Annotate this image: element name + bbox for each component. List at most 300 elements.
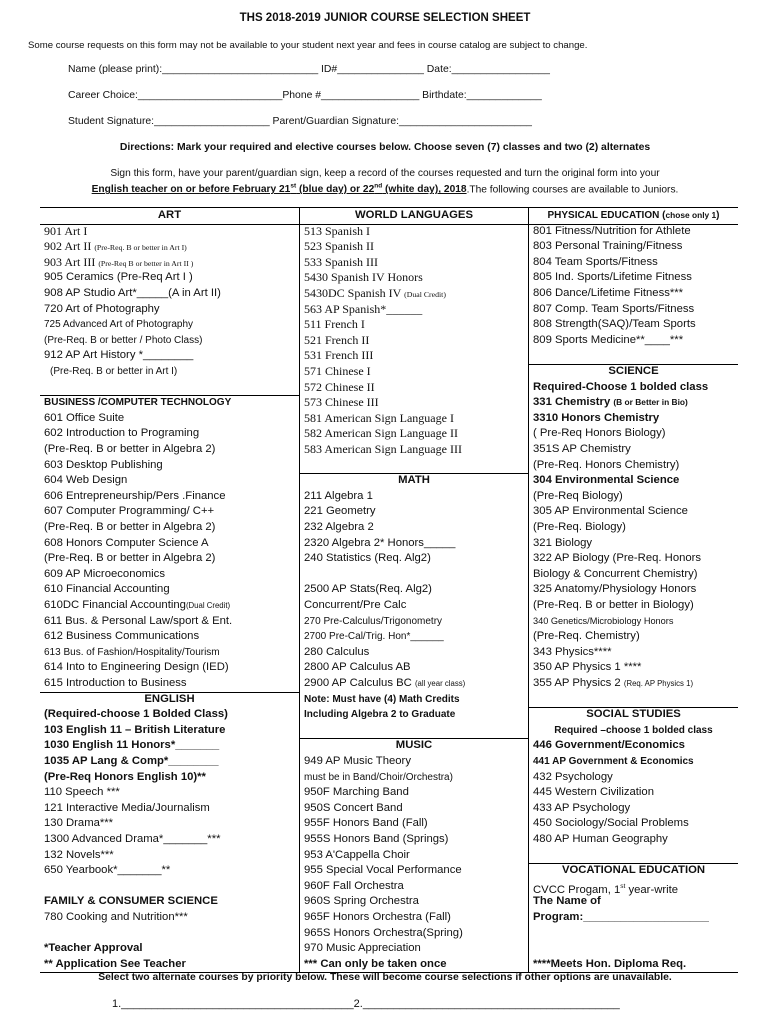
course-item bbox=[529, 879, 738, 894]
course-label: 511 French I bbox=[304, 317, 365, 332]
course-item bbox=[300, 629, 528, 644]
course-label: 1300 Advanced Drama*_______*** bbox=[44, 833, 221, 845]
course-item bbox=[40, 489, 299, 504]
course-item bbox=[300, 458, 528, 473]
course-item bbox=[300, 348, 528, 363]
course-item bbox=[40, 941, 299, 956]
course-label: 572 Chinese II bbox=[304, 379, 375, 394]
section-header bbox=[529, 863, 738, 878]
course-note: chose only 1 bbox=[665, 210, 717, 220]
course-label: 960S Spring Orchestra bbox=[304, 895, 419, 908]
course-label: 103 English 11 – British Literature bbox=[44, 723, 226, 736]
course-item bbox=[300, 770, 528, 785]
superscript: st bbox=[620, 882, 626, 890]
course-item bbox=[40, 645, 299, 660]
course-label: Biology & Concurrent Chemistry) bbox=[533, 567, 698, 580]
course-item bbox=[529, 473, 738, 488]
course-label: 351S AP Chemistry bbox=[533, 443, 631, 455]
course-label: 270 Pre-Calculus/Trigonometry bbox=[304, 615, 443, 627]
name-id-date-field[interactable]: Name (please print):___________________________ ID#_______________ Date:_________________ bbox=[68, 64, 550, 75]
course-item bbox=[300, 317, 528, 332]
course-item bbox=[300, 941, 528, 956]
course-item bbox=[529, 224, 738, 239]
course-item bbox=[300, 582, 528, 597]
course-item bbox=[529, 551, 738, 566]
course-label: 221 Geometry bbox=[304, 505, 376, 518]
course-item bbox=[529, 629, 738, 644]
course-item bbox=[529, 317, 738, 332]
course-label: 583 American Sign Language III bbox=[304, 442, 462, 456]
course-item bbox=[300, 660, 528, 675]
course-note: (all year class) bbox=[414, 679, 466, 688]
course-item bbox=[40, 894, 299, 909]
course-item bbox=[300, 848, 528, 863]
course-label: 720 Art of Photography bbox=[44, 302, 160, 315]
section-header bbox=[300, 738, 528, 753]
course-label: 603 Desktop Publishing bbox=[44, 458, 163, 471]
course-item bbox=[300, 520, 528, 535]
course-item bbox=[300, 489, 528, 504]
course-item bbox=[300, 224, 528, 239]
career-phone-birthdate-field[interactable]: Career Choice:_________________________Phone #_________________ Birthdate:_____________ bbox=[68, 90, 542, 101]
row-divider bbox=[40, 224, 299, 225]
course-label: 807 Comp. Team Sports/Fitness bbox=[533, 302, 695, 315]
course-label: 901 Art I bbox=[44, 223, 88, 238]
course-label: (Pre-Req. Biology) bbox=[533, 521, 626, 533]
course-item bbox=[40, 348, 299, 363]
course-label: 240 Statistics (Req. Alg2) bbox=[304, 552, 431, 565]
course-item bbox=[300, 270, 528, 285]
course-label: 232 Algebra 2 bbox=[304, 521, 374, 533]
course-item bbox=[529, 910, 738, 925]
course-item bbox=[300, 395, 528, 410]
course-item bbox=[40, 629, 299, 644]
course-note: (Dual Credit) bbox=[404, 290, 446, 299]
course-label: (Pre-Req. Honors Chemistry) bbox=[533, 458, 680, 471]
course-item bbox=[40, 317, 299, 332]
section-header bbox=[40, 208, 299, 223]
course-label: 521 French II bbox=[304, 332, 370, 347]
course-item bbox=[529, 816, 738, 831]
course-label: 609 AP Microeconomics bbox=[44, 567, 165, 580]
course-label: 955F Honors Band (Fall) bbox=[304, 817, 428, 830]
section-header bbox=[529, 707, 738, 722]
course-label: 965F Honors Orchestra (Fall) bbox=[304, 911, 451, 923]
course-label: Note: Must have (4) Math Credits bbox=[304, 693, 460, 705]
course-item bbox=[529, 348, 738, 363]
row-divider bbox=[40, 395, 299, 396]
sign-instructions: Sign this form, have your parent/guardian sign, keep a record of the courses requested and turn the original form into your bbox=[110, 168, 660, 179]
course-label: 3310 Honors Chemistry bbox=[533, 411, 660, 424]
course-item bbox=[40, 801, 299, 816]
course-table bbox=[40, 207, 738, 973]
course-item bbox=[300, 801, 528, 816]
course-item bbox=[40, 863, 299, 878]
course-label: 2500 AP Stats(Req. Alg2) bbox=[304, 583, 432, 596]
course-item bbox=[300, 426, 528, 441]
row-divider bbox=[300, 473, 528, 474]
course-label: 573 Chinese III bbox=[304, 395, 379, 410]
course-label: SOCIAL STUDIES bbox=[586, 708, 681, 721]
course-item bbox=[300, 504, 528, 519]
course-item bbox=[40, 473, 299, 488]
course-item bbox=[300, 645, 528, 660]
course-item bbox=[40, 551, 299, 566]
course-label: *** Can only be taken once bbox=[304, 957, 447, 970]
course-item bbox=[529, 380, 738, 395]
course-note: (Req. AP Physics 1) bbox=[623, 679, 694, 688]
course-label: ENGLISH bbox=[144, 692, 195, 705]
course-label: 805 Ind. Sports/Lifetime Fitness bbox=[533, 271, 692, 284]
course-item bbox=[529, 801, 738, 816]
course-label: 650 Yearbook*_______** bbox=[44, 864, 171, 877]
course-note: (B or Better in Bio) bbox=[613, 397, 688, 408]
course-label: 280 Calculus bbox=[304, 645, 370, 658]
course-label: MATH bbox=[398, 474, 430, 487]
course-label: 480 AP Human Geography bbox=[533, 833, 668, 845]
course-label: 808 Strength(SAQ)/Team Sports bbox=[533, 318, 696, 331]
course-item bbox=[40, 504, 299, 519]
course-label: 610 Financial Accounting bbox=[44, 583, 170, 596]
course-item bbox=[40, 224, 299, 239]
course-item bbox=[300, 255, 528, 270]
course-label: (Pre-Req. B or better in Algebra 2) bbox=[44, 552, 216, 565]
course-label: 571 Chinese I bbox=[304, 364, 371, 378]
course-label: 121 Interactive Media/Journalism bbox=[44, 801, 210, 814]
course-item bbox=[40, 879, 299, 894]
course-item bbox=[529, 411, 738, 426]
course-item bbox=[529, 598, 738, 613]
course-label: 130 Drama*** bbox=[44, 817, 114, 830]
course-item bbox=[529, 504, 738, 519]
course-label: ** Application See Teacher bbox=[44, 957, 186, 970]
course-label: 513 Spanish I bbox=[304, 223, 370, 238]
course-label: 610DC Financial Accounting bbox=[44, 599, 186, 611]
course-item bbox=[300, 816, 528, 831]
course-label: BUSINESS /COMPUTER TECHNOLOGY bbox=[44, 397, 232, 409]
course-item bbox=[529, 302, 738, 317]
course-label: 5430DC Spanish IV bbox=[304, 286, 405, 300]
course-item bbox=[40, 255, 299, 270]
section-header bbox=[300, 208, 528, 223]
course-label: 2700 Pre-Cal/Trig. Hon*______ bbox=[304, 631, 444, 643]
course-item bbox=[529, 692, 738, 707]
course-item bbox=[529, 426, 738, 441]
course-note: (Dual Credit) bbox=[185, 601, 231, 610]
course-label: *Teacher Approval bbox=[44, 942, 143, 955]
course-label: 912 AP Art History *________ bbox=[44, 349, 194, 362]
course-label: 305 AP Environmental Science bbox=[533, 505, 688, 518]
course-item bbox=[529, 239, 738, 254]
course-item bbox=[40, 426, 299, 441]
course-item bbox=[40, 614, 299, 629]
course-item bbox=[529, 536, 738, 551]
course-label: 531 French III bbox=[304, 348, 374, 363]
course-item bbox=[40, 302, 299, 317]
course-label: ART bbox=[157, 209, 182, 221]
course-item bbox=[529, 255, 738, 270]
course-label: 950F Marching Band bbox=[304, 786, 409, 799]
course-item bbox=[40, 957, 299, 972]
course-label: VOCATIONAL EDUCATION bbox=[561, 864, 706, 877]
course-label: 1035 AP Lang & Comp*________ bbox=[44, 755, 219, 767]
course-label: PHYSICAL EDUCATION ( bbox=[547, 210, 666, 221]
course-label: 604 Web Design bbox=[44, 474, 128, 487]
course-label: The Name of bbox=[533, 895, 601, 908]
course-label: 533 Spanish III bbox=[304, 254, 378, 269]
course-item bbox=[300, 894, 528, 909]
course-label: 949 AP Music Theory bbox=[304, 755, 411, 767]
section-header bbox=[40, 692, 299, 707]
course-label: must be in Band/Choir/Orchestra) bbox=[304, 771, 453, 783]
course-label: 2320 Algebra 2* Honors_____ bbox=[304, 536, 456, 549]
course-label: Required-Choose 1 bolded class bbox=[533, 380, 709, 393]
course-item bbox=[529, 926, 738, 941]
course-label: 950S Concert Band bbox=[304, 801, 403, 814]
course-label: 965S Honors Orchestra(Spring) bbox=[304, 926, 463, 939]
course-item bbox=[300, 239, 528, 254]
course-item bbox=[40, 660, 299, 675]
course-item bbox=[300, 614, 528, 629]
course-label: 615 Introduction to Business bbox=[44, 677, 187, 689]
row-divider bbox=[300, 224, 528, 225]
course-note: (Pre-Req B or better in Art II ) bbox=[98, 258, 194, 268]
course-label: WORLD LANGUAGES bbox=[355, 209, 473, 221]
course-label: 960F Fall Orchestra bbox=[304, 879, 404, 892]
course-label: 343 Physics**** bbox=[533, 645, 612, 658]
course-item bbox=[300, 286, 528, 301]
directions-text: Directions: Mark your required and elective courses below. Choose seven (7) classes and two (2) alternates bbox=[119, 142, 651, 153]
course-item bbox=[300, 707, 528, 722]
course-label: 340 Genetics/Microbiology Honors bbox=[533, 615, 674, 626]
course-label: 433 AP Psychology bbox=[533, 801, 631, 814]
course-label: 355 AP Physics 2 bbox=[533, 677, 624, 689]
course-label: (Pre-Req. B or better in Algebra 2) bbox=[44, 521, 216, 533]
section-header bbox=[300, 473, 528, 488]
course-label: 970 Music Appreciation bbox=[304, 942, 421, 955]
course-item bbox=[40, 536, 299, 551]
course-item bbox=[529, 848, 738, 863]
course-item bbox=[529, 489, 738, 504]
course-label: 601 Office Suite bbox=[44, 411, 125, 424]
course-label: 725 Advanced Art of Photography bbox=[44, 319, 193, 331]
course-item bbox=[40, 520, 299, 535]
course-label: 614 Into to Engineering Design (IED) bbox=[44, 661, 229, 674]
course-label-suffix: year-write bbox=[625, 883, 679, 896]
course-label: 908 AP Studio Art*_____(A in Art II) bbox=[44, 287, 221, 299]
course-item bbox=[529, 785, 738, 800]
course-item bbox=[40, 442, 299, 457]
course-label: 445 Western Civilization bbox=[533, 786, 654, 799]
course-item bbox=[300, 411, 528, 426]
course-label: 602 Introduction to Programing bbox=[44, 427, 200, 440]
row-divider bbox=[300, 738, 528, 739]
course-item bbox=[40, 270, 299, 285]
course-label: 606 Entrepreneurship/Pers .Finance bbox=[44, 489, 226, 502]
course-item bbox=[300, 832, 528, 847]
section-header bbox=[529, 723, 738, 738]
alternate-course-fields[interactable]: 1.______________________________________2.__________________________________________ bbox=[112, 998, 620, 1010]
course-item bbox=[40, 286, 299, 301]
course-label: 581 American Sign Language I bbox=[304, 410, 454, 425]
course-label: 905 Ceramics (Pre-Req Art I ) bbox=[44, 271, 193, 284]
course-item bbox=[529, 645, 738, 660]
page-title: THS 2018-2019 JUNIOR COURSE SELECTION SHEET bbox=[239, 12, 531, 24]
course-item bbox=[300, 723, 528, 738]
row-divider bbox=[529, 364, 738, 365]
course-label: ( Pre-Req Honors Biology) bbox=[533, 427, 666, 440]
row-divider bbox=[529, 863, 738, 864]
course-item bbox=[529, 520, 738, 535]
course-label: (Required-choose 1 Bolded Class) bbox=[44, 708, 228, 721]
course-label: CVCC Progam, 1 bbox=[533, 883, 621, 896]
course-item bbox=[40, 239, 299, 254]
course-item bbox=[40, 567, 299, 582]
course-label: (Pre-Req. B or better in Biology) bbox=[533, 599, 694, 611]
course-label: (Pre-Req. B or better in Algebra 2) bbox=[44, 443, 216, 455]
course-label: 5430 Spanish IV Honors bbox=[304, 270, 423, 285]
section-header bbox=[529, 364, 738, 379]
course-label: 903 Art III bbox=[44, 254, 99, 269]
course-label: 780 Cooking and Nutrition*** bbox=[44, 911, 188, 923]
course-item bbox=[300, 442, 528, 457]
row-divider bbox=[529, 224, 738, 225]
course-item bbox=[40, 380, 299, 395]
course-label: 331 Chemistry bbox=[533, 396, 614, 409]
course-item bbox=[40, 598, 299, 613]
course-label: 350 AP Physics 1 **** bbox=[533, 661, 642, 674]
course-item bbox=[40, 785, 299, 800]
course-item bbox=[300, 598, 528, 613]
course-item bbox=[529, 941, 738, 956]
course-item bbox=[40, 848, 299, 863]
course-label: 322 AP Biology (Pre-Req. Honors bbox=[533, 552, 702, 565]
course-item bbox=[300, 567, 528, 582]
course-item bbox=[40, 411, 299, 426]
course-note: (Pre-Req. B or better in Art I) bbox=[94, 243, 187, 253]
course-item bbox=[529, 894, 738, 909]
course-label: (Pre-Req. B or better / Photo Class) bbox=[44, 334, 203, 346]
course-label: 902 Art II bbox=[44, 239, 95, 254]
course-item bbox=[40, 910, 299, 925]
course-label: 953 A'Cappella Choir bbox=[304, 848, 410, 861]
course-item bbox=[529, 660, 738, 675]
course-item bbox=[529, 442, 738, 457]
course-item bbox=[529, 754, 738, 769]
course-label: 955S Honors Band (Springs) bbox=[304, 833, 449, 845]
course-label: 2800 AP Calculus AB bbox=[304, 661, 411, 674]
course-item bbox=[300, 785, 528, 800]
course-label: 446 Government/Economics bbox=[533, 739, 685, 752]
course-label: 432 Psychology bbox=[533, 770, 613, 783]
course-label: 612 Business Communications bbox=[44, 630, 200, 643]
course-item bbox=[529, 270, 738, 285]
course-label: 613 Bus. of Fashion/Hospitality/Tourism bbox=[44, 646, 220, 658]
course-label: SCIENCE bbox=[608, 365, 659, 377]
course-label: 450 Sociology/Social Problems bbox=[533, 817, 689, 830]
signature-field[interactable]: Student Signature:____________________ Parent/Guardian Signature:_______________________ bbox=[68, 116, 532, 127]
course-item bbox=[300, 302, 528, 317]
course-item bbox=[300, 692, 528, 707]
course-label: 804 Team Sports/Fitness bbox=[533, 255, 658, 268]
course-label: ****Meets Hon. Diploma Req. bbox=[533, 957, 687, 970]
course-item bbox=[40, 770, 299, 785]
course-label: 809 Sports Medicine**____*** bbox=[533, 333, 684, 346]
course-item bbox=[529, 567, 738, 582]
row-divider bbox=[529, 707, 738, 708]
course-label: Program:____________________ bbox=[533, 911, 709, 923]
course-item bbox=[529, 582, 738, 597]
course-item bbox=[40, 582, 299, 597]
course-item bbox=[529, 676, 738, 691]
course-label: 211 Algebra 1 bbox=[304, 489, 373, 502]
course-label: 132 Novels*** bbox=[44, 848, 114, 861]
course-label: (Pre-Req. B or better in Art I) bbox=[50, 366, 178, 377]
course-item bbox=[529, 770, 738, 785]
course-item bbox=[529, 286, 738, 301]
course-item bbox=[300, 536, 528, 551]
course-item bbox=[300, 754, 528, 769]
course-label: 955 Special Vocal Performance bbox=[304, 864, 462, 877]
course-label: 2900 AP Calculus BC bbox=[304, 677, 415, 689]
course-item bbox=[300, 364, 528, 379]
course-item bbox=[40, 676, 299, 691]
course-item bbox=[529, 738, 738, 753]
course-item bbox=[300, 333, 528, 348]
course-label: 304 Environmental Science bbox=[533, 474, 680, 487]
course-item bbox=[40, 364, 299, 379]
course-item bbox=[529, 395, 738, 410]
course-item bbox=[300, 551, 528, 566]
course-label: 803 Personal Training/Fitness bbox=[533, 240, 683, 253]
course-label: 607 Computer Programming/ C++ bbox=[44, 505, 215, 518]
course-item bbox=[40, 333, 299, 348]
course-label: 321 Biology bbox=[533, 536, 593, 549]
course-label: Including Algebra 2 to Graduate bbox=[304, 709, 456, 721]
course-label: (Pre-Req. Chemistry) bbox=[533, 630, 640, 643]
course-label: 441 AP Government & Economics bbox=[533, 756, 694, 767]
course-item bbox=[40, 754, 299, 769]
course-item bbox=[529, 832, 738, 847]
course-label: 611 Bus. & Personal Law/sport & Ent. bbox=[44, 614, 233, 627]
course-item bbox=[300, 676, 528, 691]
course-label: Concurrent/Pre Calc bbox=[304, 599, 407, 611]
course-item bbox=[40, 738, 299, 753]
notice-text: Some course requests on this form may not be available to your student next year and fees in course catalog are subject to change. bbox=[28, 40, 588, 51]
course-label: Required –choose 1 bolded class bbox=[554, 724, 713, 736]
course-item bbox=[300, 380, 528, 395]
course-item bbox=[40, 458, 299, 473]
course-item bbox=[300, 879, 528, 894]
course-item bbox=[40, 395, 299, 410]
course-item bbox=[40, 707, 299, 722]
section-header bbox=[529, 208, 738, 223]
course-label: 110 Speech *** bbox=[44, 786, 120, 799]
course-item bbox=[529, 614, 738, 629]
course-item bbox=[529, 458, 738, 473]
course-label: 608 Honors Computer Science A bbox=[44, 536, 209, 549]
course-label: 523 Spanish II bbox=[304, 239, 374, 254]
course-item bbox=[40, 832, 299, 847]
course-item bbox=[40, 723, 299, 738]
course-label: 806 Dance/Lifetime Fitness*** bbox=[533, 287, 684, 299]
course-item bbox=[40, 926, 299, 941]
course-item bbox=[300, 910, 528, 925]
course-item bbox=[40, 816, 299, 831]
course-item bbox=[300, 863, 528, 878]
course-label: 582 American Sign Language II bbox=[304, 426, 458, 441]
course-label: 325 Anatomy/Physiology Honors bbox=[533, 583, 697, 596]
